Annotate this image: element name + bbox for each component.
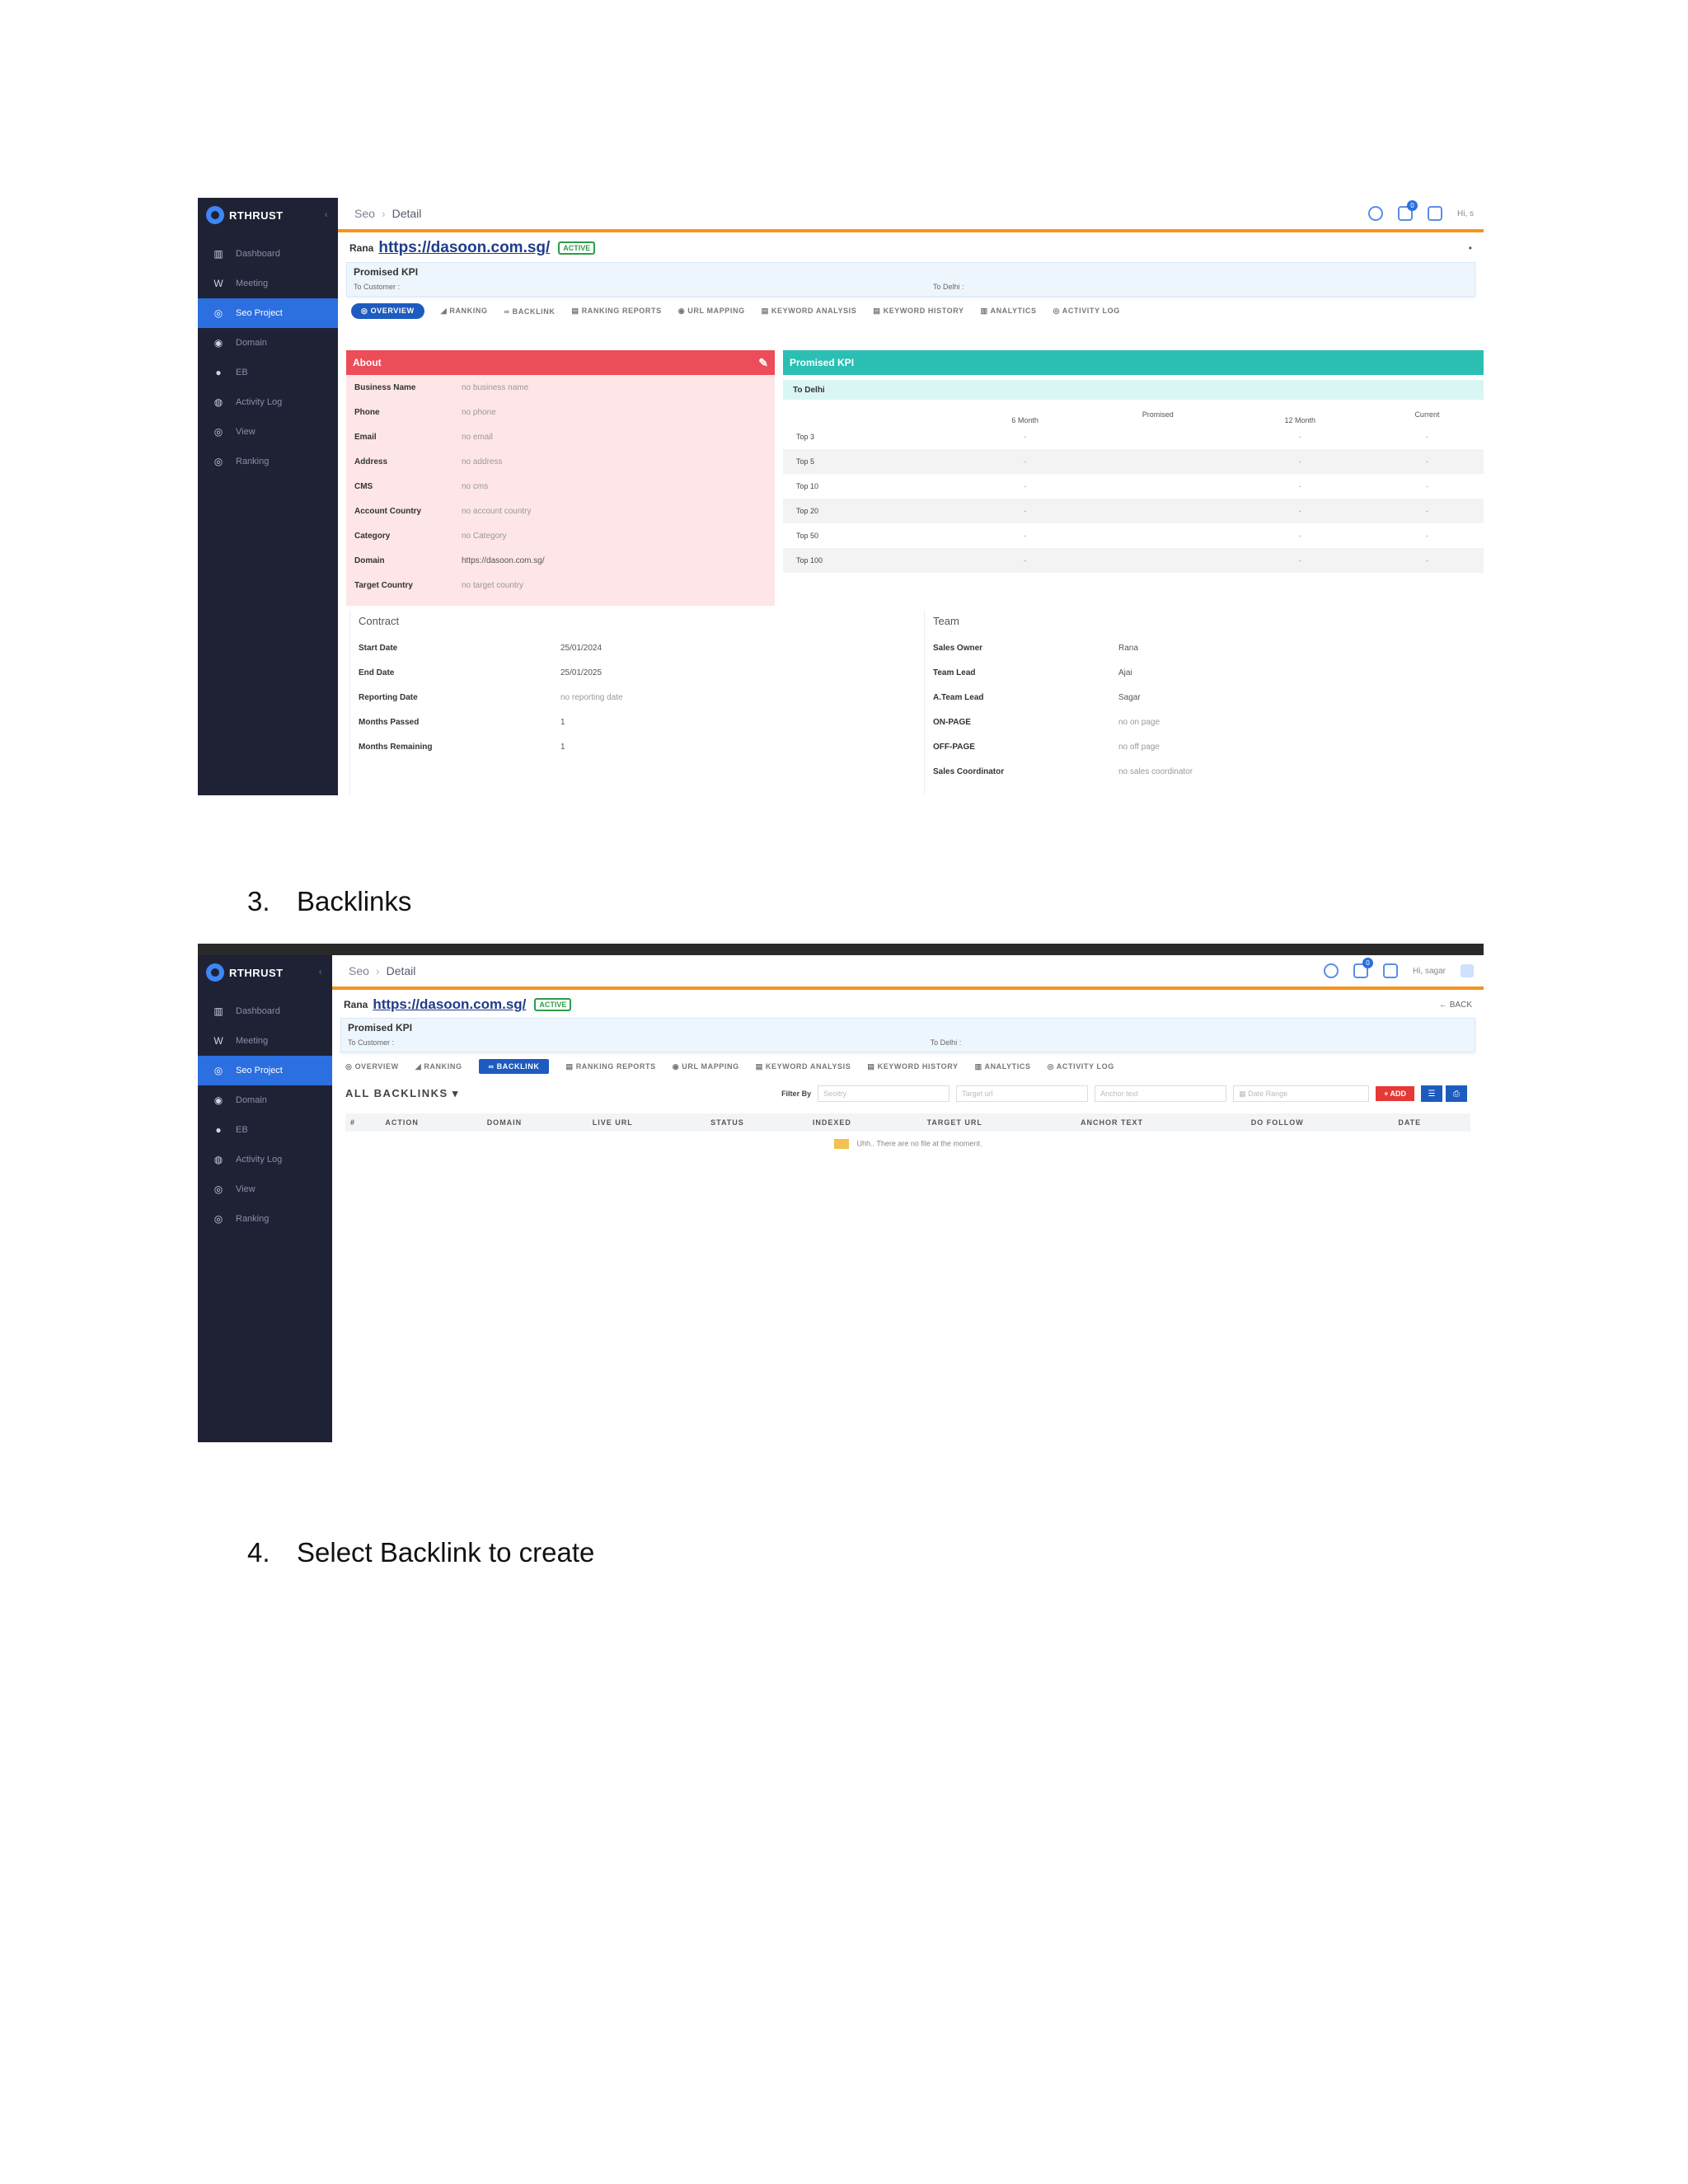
- backlinks-title-dropdown[interactable]: ALL BACKLINKS ▾: [345, 1087, 459, 1099]
- ranking-icon: ◎: [213, 456, 223, 467]
- tab-activity-log[interactable]: ◎ ACTIVITY LOG: [1047, 1062, 1114, 1071]
- project-tabs: [332, 1052, 1484, 1080]
- tab-keyword-history[interactable]: ▤ KEYWORD HISTORY: [873, 307, 964, 315]
- kpi-row-label: Top 50: [796, 532, 819, 540]
- column-header[interactable]: ACTION: [380, 1113, 481, 1132]
- field-label: Domain: [354, 555, 385, 565]
- to-customer-label: To Customer :: [354, 283, 401, 291]
- activity-icon: ◍: [213, 396, 223, 408]
- add-backlink-button[interactable]: + ADD: [1376, 1086, 1414, 1101]
- field-label: Phone: [354, 407, 380, 417]
- field-value: https://dasoon.com.sg/: [462, 555, 545, 565]
- field-label: Team Lead: [933, 668, 976, 677]
- meeting-icon: W: [213, 278, 223, 289]
- kpi-card-title: Promised KPI: [790, 357, 855, 368]
- field-row: [933, 685, 1475, 710]
- field-value: Ajai: [1118, 668, 1132, 677]
- eb-icon: ●: [215, 367, 222, 378]
- to-delhi-label: To Delhi :: [930, 1038, 962, 1047]
- kpi-row-label: Top 10: [796, 482, 819, 490]
- tab-analytics[interactable]: ▥ ANALYTICS: [974, 1062, 1031, 1071]
- breadcrumb-separator: ›: [381, 207, 386, 220]
- field-value: 1: [560, 717, 565, 727]
- tab-keyword-analysis[interactable]: ▤ KEYWORD ANALYSIS: [761, 307, 857, 315]
- user-avatar[interactable]: [1461, 964, 1474, 977]
- field-label: Target Country: [354, 580, 413, 590]
- field-row: [346, 474, 775, 499]
- project-header: [338, 232, 1484, 260]
- field-value: no reporting date: [560, 692, 623, 702]
- about-fields: [346, 375, 775, 598]
- breadcrumb-seo[interactable]: Seo: [354, 207, 375, 220]
- to-customer-label: To Customer :: [348, 1038, 395, 1047]
- kpi-header-12-month: 12 Month: [1284, 416, 1315, 424]
- field-value: no Category: [462, 531, 507, 541]
- promised-kpi-summary: [340, 1018, 1475, 1052]
- kpi-cell: -: [1024, 532, 1027, 540]
- kpi-row-label: Top 5: [783, 449, 964, 474]
- sidebar-item-eb[interactable]: ● EB: [198, 1115, 332, 1145]
- team-fields: [933, 635, 1475, 784]
- status-badge: ACTIVE: [534, 998, 571, 1011]
- kpi-cell: -: [964, 449, 1086, 474]
- field-label: Reporting Date: [359, 692, 418, 702]
- view-icon: ◎: [213, 426, 223, 438]
- kpi-card-subheader: To Delhi: [783, 380, 1484, 400]
- main-content: [338, 198, 1484, 795]
- kpi-row: [783, 523, 1484, 548]
- project-tabs: [338, 297, 1484, 326]
- project-owner: Rana: [349, 242, 374, 254]
- project-owner: Rana: [344, 999, 368, 1010]
- tab-keyword-analysis[interactable]: ▤ KEYWORD ANALYSIS: [755, 1062, 851, 1071]
- kpi-row-label: Top 20: [783, 499, 964, 523]
- column-header[interactable]: ANCHOR TEXT: [1076, 1113, 1246, 1132]
- field-row: [346, 548, 775, 573]
- column-header[interactable]: DO FOLLOW: [1246, 1113, 1394, 1132]
- field-value: no cms: [462, 481, 489, 491]
- top-bar-icons: [1368, 202, 1484, 221]
- user-greeting[interactable]: Hi, s: [1457, 209, 1474, 218]
- promised-kpi-row: [354, 283, 1468, 291]
- sidebar-item-domain[interactable]: ◉ Domain: [213, 337, 267, 349]
- field-row: [346, 499, 775, 523]
- more-icon[interactable]: •: [1468, 242, 1472, 254]
- calendar-icon[interactable]: [1428, 206, 1442, 221]
- step-4-number: 4.: [247, 1537, 270, 1568]
- field-row: [359, 685, 901, 710]
- field-value: 25/01/2024: [560, 643, 603, 653]
- domain-icon: ◉: [213, 337, 223, 349]
- notification-icon[interactable]: [1353, 959, 1370, 978]
- kpi-cell: -: [1371, 548, 1484, 573]
- kpi-header: [783, 405, 964, 424]
- sidebar-item-dashboard[interactable]: ▥ Dashboard: [213, 248, 280, 260]
- contract-fields: [359, 635, 901, 759]
- breadcrumb-separator: ›: [375, 964, 380, 977]
- kpi-row: [783, 499, 1484, 523]
- column-header[interactable]: DATE: [1393, 1113, 1470, 1132]
- collapse-icon[interactable]: ‹: [324, 210, 328, 220]
- tab-ranking-reports[interactable]: ▤ RANKING REPORTS: [571, 307, 662, 315]
- brand[interactable]: [198, 198, 338, 232]
- field-value: 25/01/2025: [560, 668, 603, 677]
- field-row: [933, 710, 1475, 734]
- field-row: [359, 734, 901, 759]
- field-label: Sales Coordinator: [933, 766, 1005, 776]
- top-bar: [338, 198, 1484, 232]
- breadcrumb-detail: Detail: [392, 207, 422, 220]
- to-delhi-label: To Delhi :: [933, 283, 964, 291]
- field-row: [933, 759, 1475, 784]
- kpi-cell: -: [1371, 449, 1484, 474]
- promised-kpi-card: [783, 350, 1484, 606]
- backlinks-header-row: [345, 1113, 1470, 1132]
- kpi-table: [783, 405, 1484, 573]
- field-label: Address: [354, 457, 388, 466]
- tab-analytics[interactable]: ▥ ANALYTICS: [980, 307, 1037, 315]
- tab-backlink[interactable]: ∞ BACKLINK: [479, 1059, 550, 1074]
- collapse-icon[interactable]: ‹: [318, 968, 322, 977]
- activity-icon: ◍: [213, 1154, 223, 1165]
- view-icon: ◎: [213, 1183, 223, 1195]
- kpi-cell: [1086, 523, 1230, 548]
- field-row: [346, 375, 775, 400]
- field-label: Months Passed: [359, 717, 420, 727]
- tab-url-mapping[interactable]: ◉ URL MAPPING: [672, 1062, 739, 1071]
- field-row: [359, 710, 901, 734]
- sidebar-nav: [198, 239, 338, 476]
- kpi-cell: -: [1298, 532, 1301, 540]
- kpi-row-label: Top 100: [783, 548, 964, 573]
- field-label: Email: [354, 432, 377, 442]
- sidebar-item-seo-project[interactable]: ◎ Seo Project: [198, 298, 338, 328]
- field-row: [359, 660, 901, 685]
- sidebar: [198, 198, 338, 795]
- column-header[interactable]: #: [345, 1113, 380, 1132]
- domain-icon: ◉: [213, 1094, 223, 1106]
- field-value: 1: [560, 742, 565, 752]
- breadcrumb-seo[interactable]: Seo: [349, 964, 369, 977]
- breadcrumb-detail: Detail: [386, 964, 416, 977]
- field-row: [346, 424, 775, 449]
- sidebar-item-meeting[interactable]: W Meeting: [213, 278, 269, 289]
- kpi-cell: -: [1230, 499, 1371, 523]
- kpi-cell: -: [1230, 548, 1371, 573]
- kpi-cell: [1086, 424, 1230, 449]
- step-4-text: Select Backlink to create: [297, 1537, 595, 1568]
- kpi-cell: -: [1024, 433, 1027, 441]
- top-bar: [332, 955, 1484, 990]
- sidebar-item-ranking[interactable]: ◎ Ranking: [213, 1213, 270, 1225]
- sidebar-item-eb[interactable]: ● EB: [198, 358, 338, 387]
- ranking-icon: ◎: [213, 1213, 223, 1225]
- filter-date-range-input[interactable]: ▦ Date Range: [1233, 1085, 1369, 1102]
- field-row: [933, 635, 1475, 660]
- field-value: no address: [462, 457, 503, 466]
- overview-grid: [346, 350, 1484, 606]
- step-3-heading: [247, 886, 411, 917]
- project-url-link[interactable]: https://dasoon.com.sg/: [373, 996, 527, 1012]
- kpi-cell: -: [1425, 532, 1428, 540]
- lower-grid: [349, 610, 1484, 795]
- brand-logo-icon: [206, 963, 224, 982]
- kpi-cell: -: [1425, 482, 1428, 490]
- brand-logo-icon: [206, 206, 224, 224]
- promised-kpi-row: [348, 1038, 1468, 1047]
- folder-icon: [834, 1139, 849, 1149]
- user-greeting[interactable]: Hi, sagar: [1412, 966, 1446, 976]
- about-card: [346, 350, 775, 606]
- column-header[interactable]: TARGET URL: [922, 1113, 1076, 1132]
- column-header[interactable]: LIVE URL: [588, 1113, 706, 1132]
- field-value: no on page: [1118, 717, 1160, 727]
- refresh-icon[interactable]: [1324, 963, 1339, 978]
- kpi-table-body: [783, 424, 1484, 573]
- kpi-header-current: Current: [1414, 410, 1440, 419]
- brand-name: RTHRUST: [229, 209, 284, 222]
- kpi-cell: -: [1425, 433, 1428, 441]
- field-label: Account Country: [354, 506, 422, 516]
- promised-kpi-title: Promised KPI: [348, 1022, 413, 1033]
- kpi-header-6-month: 6 Month: [1011, 416, 1039, 424]
- field-label: ON-PAGE: [933, 717, 971, 727]
- refresh-icon[interactable]: [1368, 206, 1383, 221]
- tab-ranking[interactable]: ◢ RANKING: [440, 307, 488, 315]
- field-label: Category: [354, 531, 391, 541]
- kpi-cell: -: [1230, 449, 1371, 474]
- dashboard-icon: ▥: [213, 1005, 223, 1017]
- field-label: End Date: [359, 668, 395, 677]
- field-row: [346, 400, 775, 424]
- backlinks-screenshot: [198, 944, 1484, 1442]
- kpi-card-header: [783, 350, 1484, 375]
- step-3-number: 3.: [247, 886, 270, 916]
- notification-icon[interactable]: [1398, 202, 1414, 221]
- field-value: Rana: [1118, 643, 1138, 653]
- kpi-cell: -: [964, 499, 1086, 523]
- tab-overview[interactable]: ◎ OVERVIEW: [345, 1062, 399, 1071]
- kpi-row: [783, 474, 1484, 499]
- field-label: CMS: [354, 481, 373, 491]
- field-label: Sales Owner: [933, 643, 983, 653]
- column-header[interactable]: STATUS: [706, 1113, 808, 1132]
- project-header: [332, 990, 1484, 1016]
- sidebar: [198, 955, 332, 1442]
- brand-name: RTHRUST: [229, 966, 284, 979]
- field-label: OFF-PAGE: [933, 742, 975, 752]
- kpi-cell: [1086, 474, 1230, 499]
- kpi-row: [783, 449, 1484, 474]
- filter-target-url-input[interactable]: Target url: [956, 1085, 1088, 1102]
- eb-icon: ●: [215, 1124, 222, 1136]
- sidebar-item-activity-log[interactable]: ◍ Activity Log: [213, 396, 283, 408]
- tab-backlink[interactable]: ∞ BACKLINK: [504, 307, 556, 316]
- sidebar-item-ranking[interactable]: ◎ Ranking: [213, 456, 270, 467]
- sidebar-item-domain[interactable]: ◉ Domain: [213, 1094, 267, 1106]
- export-button[interactable]: ⎙: [1446, 1085, 1467, 1102]
- backlinks-toolbar: [332, 1080, 1484, 1107]
- status-badge: ACTIVE: [558, 241, 595, 255]
- browser-strip: [198, 944, 1484, 955]
- notification-badge: 0: [1407, 200, 1418, 211]
- kpi-cell: [1086, 449, 1230, 474]
- field-row: [346, 449, 775, 474]
- brand[interactable]: [198, 955, 332, 990]
- main-content: [332, 955, 1484, 1442]
- sidebar-item-activity-log[interactable]: ◍ Activity Log: [213, 1154, 283, 1165]
- list-view-button[interactable]: ☰: [1421, 1085, 1442, 1102]
- field-label: Business Name: [354, 382, 416, 392]
- field-value: no off page: [1118, 742, 1160, 752]
- kpi-table-header-row: [783, 405, 1484, 424]
- edit-pencil-icon[interactable]: ✎: [758, 355, 768, 369]
- promised-kpi-summary: [346, 262, 1475, 297]
- back-button[interactable]: ← BACK: [1438, 1000, 1472, 1010]
- team-card: [924, 610, 1484, 795]
- tab-ranking[interactable]: ◢ RANKING: [415, 1062, 462, 1071]
- about-title: About: [353, 357, 382, 368]
- field-row: [359, 635, 901, 660]
- field-label: Months Remaining: [359, 742, 433, 752]
- filter-seoitry-input[interactable]: Seoitry: [818, 1085, 950, 1102]
- kpi-row: [783, 548, 1484, 573]
- sidebar-item-dashboard[interactable]: ▥ Dashboard: [213, 1005, 280, 1017]
- overview-screenshot: [198, 198, 1484, 795]
- step-4-heading: [247, 1537, 594, 1568]
- sidebar-item-view[interactable]: ◎ View: [213, 1183, 256, 1195]
- about-header: [346, 350, 775, 375]
- kpi-cell: -: [1024, 482, 1027, 490]
- kpi-cell: [1086, 499, 1230, 523]
- step-3-text: Backlinks: [297, 886, 412, 916]
- sidebar-item-view[interactable]: ◎ View: [213, 426, 256, 438]
- tab-activity-log[interactable]: ◎ ACTIVITY LOG: [1053, 307, 1120, 315]
- project-url-link[interactable]: https://dasoon.com.sg/: [378, 239, 551, 256]
- field-row: [346, 523, 775, 548]
- kpi-cell: -: [1298, 482, 1301, 490]
- dashboard-icon: ▥: [213, 248, 223, 260]
- filter-anchor-text-input[interactable]: Anchor text: [1095, 1085, 1226, 1102]
- backlinks-table: [345, 1113, 1470, 1156]
- seo-icon: ◎: [213, 1065, 223, 1076]
- tab-ranking-reports[interactable]: ▤ RANKING REPORTS: [565, 1062, 656, 1071]
- field-value: no business name: [462, 382, 529, 392]
- field-value: no sales coordinator: [1118, 766, 1193, 776]
- column-header[interactable]: DOMAIN: [482, 1113, 588, 1132]
- kpi-header-promised: Promised: [1142, 410, 1174, 419]
- contract-card: [349, 610, 909, 795]
- top-bar-icons: [1324, 959, 1484, 978]
- field-label: Start Date: [359, 643, 398, 653]
- meeting-icon: W: [213, 1035, 223, 1047]
- field-value: no target country: [462, 580, 524, 590]
- kpi-cell: -: [1298, 433, 1301, 441]
- calendar-icon[interactable]: [1383, 963, 1398, 978]
- sidebar-nav: [198, 996, 332, 1234]
- tab-url-mapping[interactable]: ◉ URL MAPPING: [678, 307, 745, 315]
- field-value: no account country: [462, 506, 532, 516]
- field-row: [346, 573, 775, 598]
- column-header[interactable]: INDEXED: [808, 1113, 922, 1132]
- field-row: [933, 734, 1475, 759]
- backlinks-empty-row: [345, 1132, 1470, 1156]
- contract-title: Contract: [359, 615, 400, 627]
- field-row: [933, 660, 1475, 685]
- sidebar-item-seo-project[interactable]: ◎ Seo Project: [198, 1056, 332, 1085]
- field-value: no email: [462, 432, 493, 442]
- filter-label: Filter By: [781, 1090, 812, 1098]
- sidebar-item-meeting[interactable]: W Meeting: [213, 1035, 269, 1047]
- empty-state: [345, 1132, 1470, 1156]
- empty-text: Uhh.. There are no file at the moment.: [856, 1139, 982, 1148]
- kpi-row-label: Top 3: [796, 433, 815, 441]
- seo-icon: ◎: [213, 307, 223, 319]
- notification-badge: 0: [1362, 958, 1373, 968]
- field-value: Sagar: [1118, 692, 1141, 702]
- promised-kpi-title: Promised KPI: [354, 266, 419, 278]
- field-value: no phone: [462, 407, 496, 417]
- kpi-cell: -: [1371, 499, 1484, 523]
- kpi-cell: [1086, 548, 1230, 573]
- tab-keyword-history[interactable]: ▤ KEYWORD HISTORY: [867, 1062, 959, 1071]
- field-label: A.Team Lead: [933, 692, 984, 702]
- kpi-row: [783, 424, 1484, 449]
- kpi-cell: -: [964, 548, 1086, 573]
- tab-overview[interactable]: ◎ OVERVIEW: [351, 303, 424, 319]
- team-title: Team: [933, 615, 959, 627]
